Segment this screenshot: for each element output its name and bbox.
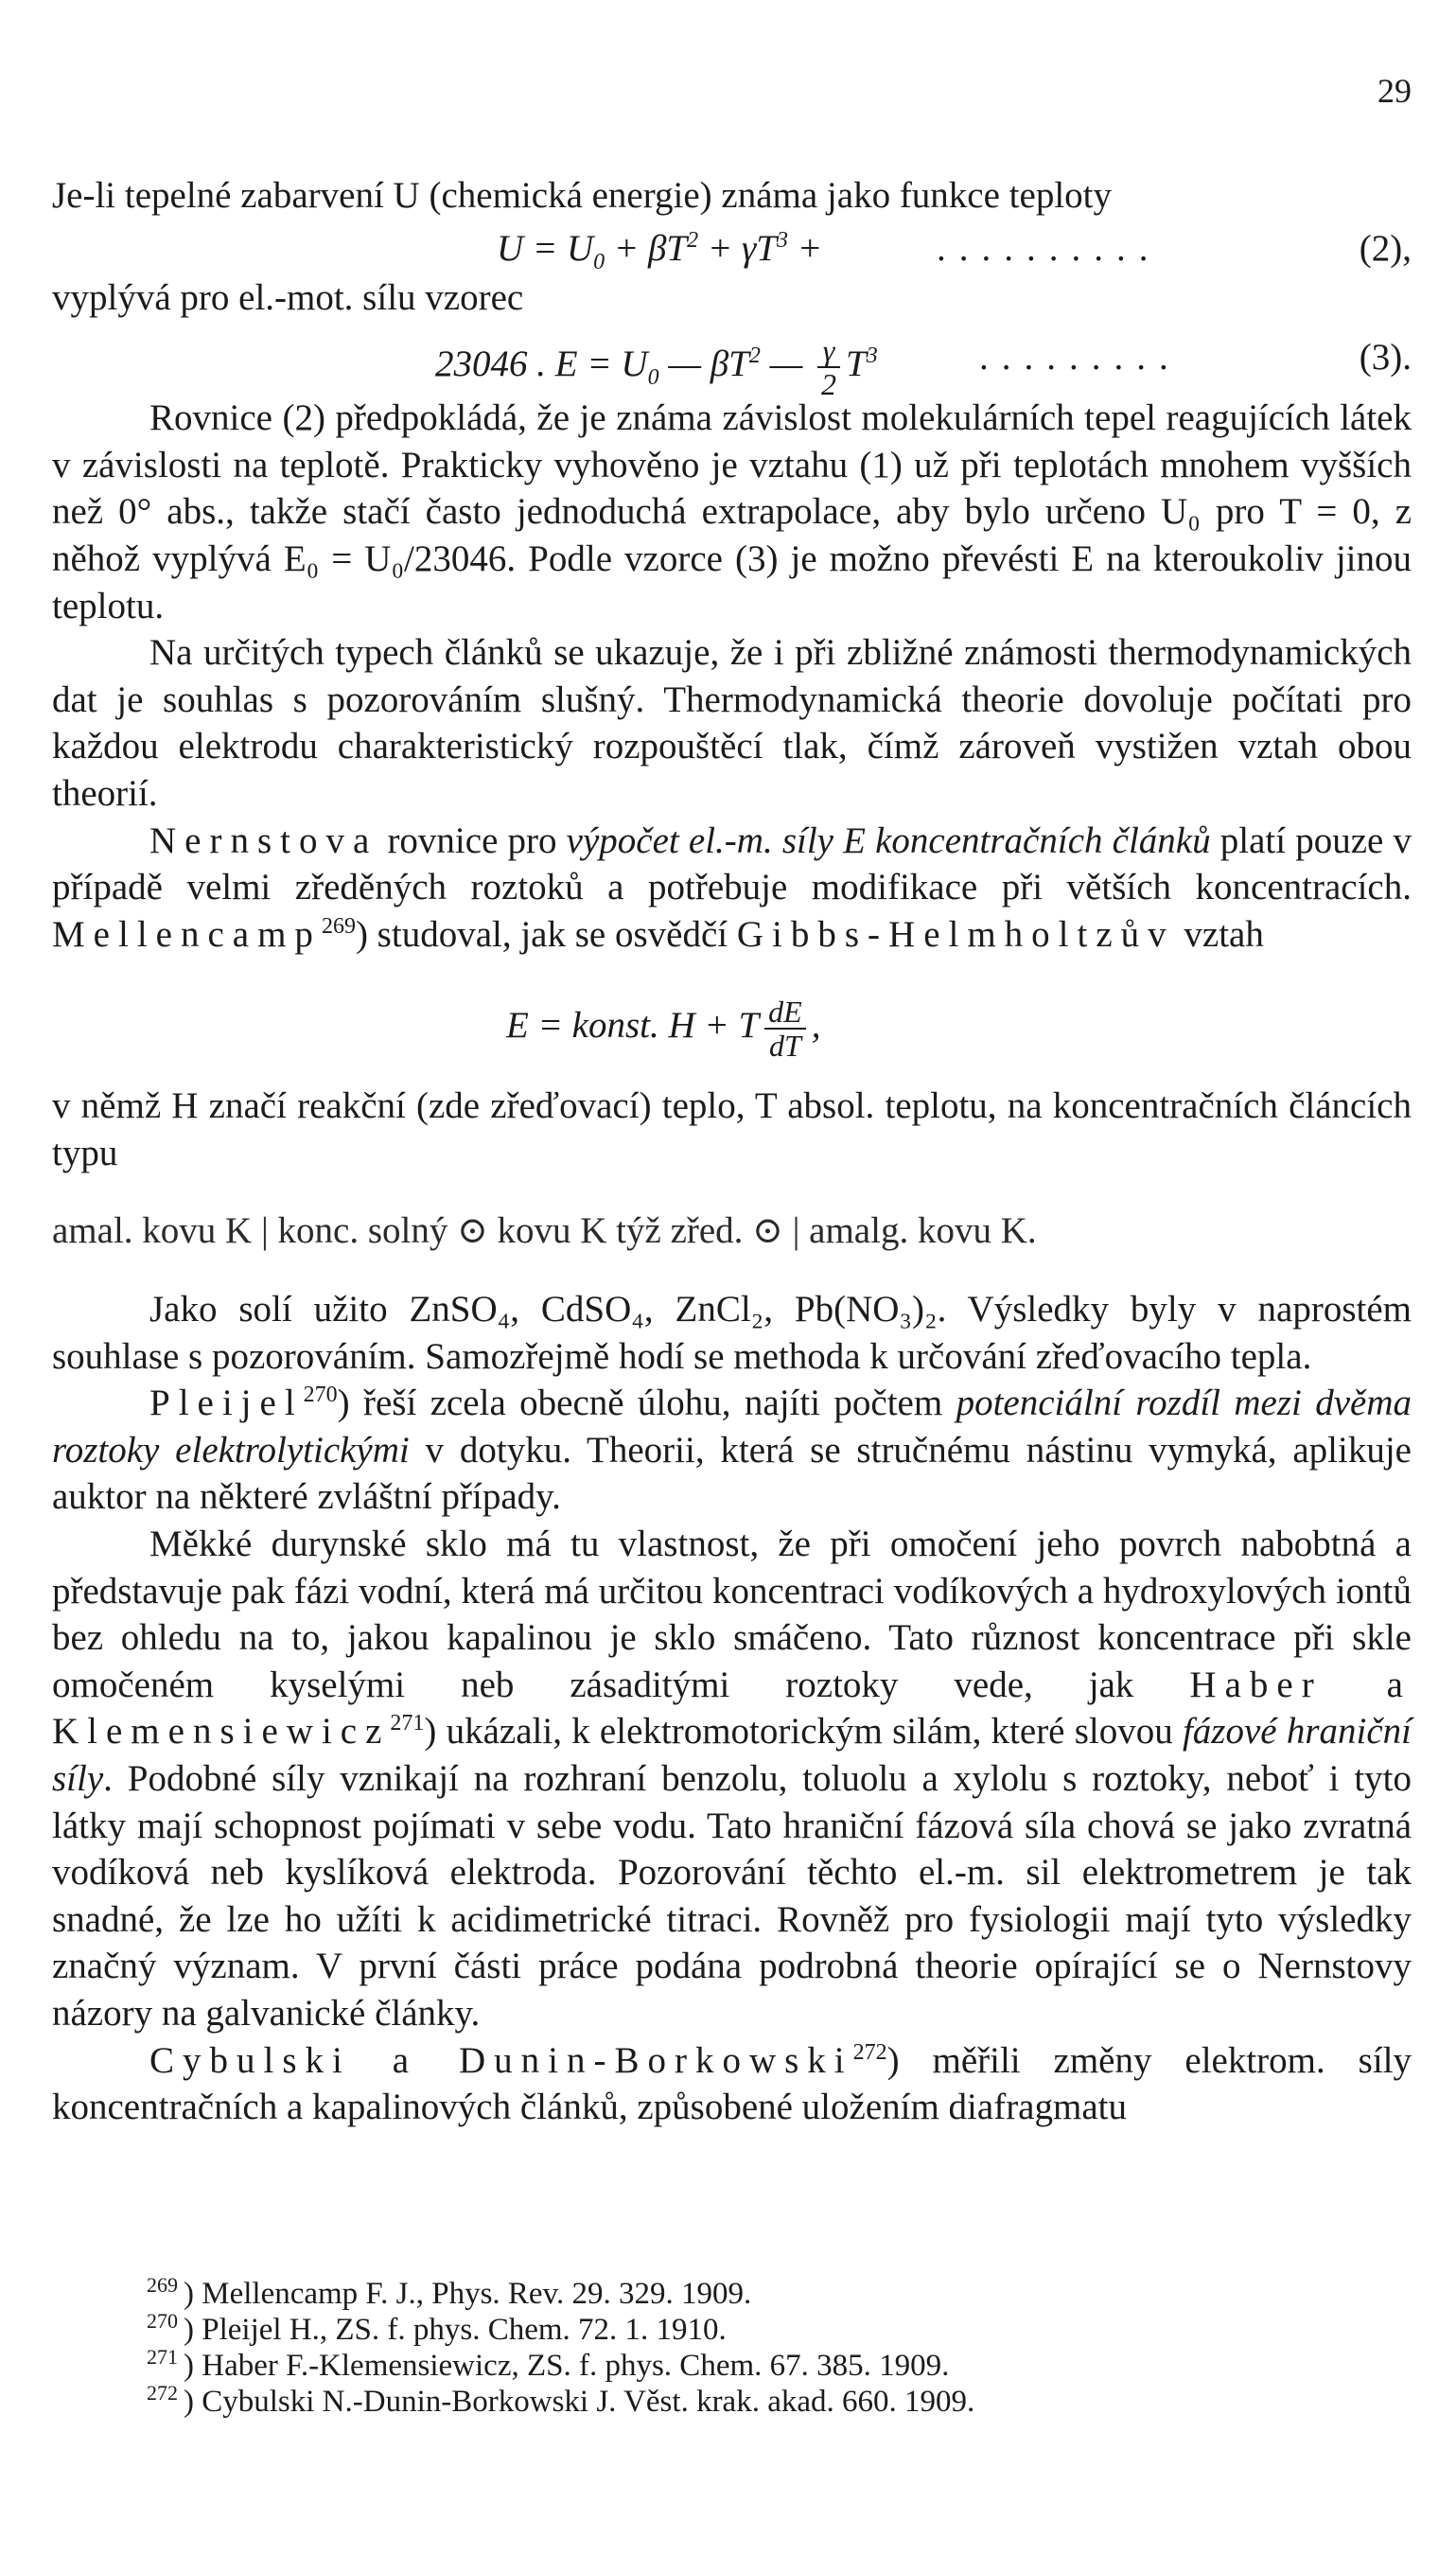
formula-3	[52, 321, 1412, 402]
formula-gh-fraction: $\frac{dE}{dT}$	[764, 996, 806, 1062]
footnote-ref-272: 272	[852, 2039, 887, 2065]
author-gibbs-helmholtz: Gibbs-Helmholtzův	[736, 913, 1175, 955]
emphasis-pleijel: potenciální rozdíl mezi dvěma roztoky elektrolytickými	[52, 1383, 1412, 1471]
formula-3-number: (3).	[1359, 337, 1412, 379]
page-number: 29	[1377, 72, 1412, 110]
paragraph-mekke: Měkké durynské sklo má tu vlastnost, že při omočení jeho povrch nabobtná a představuje pak fázi vodní, která má určitou koncentraci vodíkových a hydroxylových iontů bez ohledu na to, jakou kapalinou je sklo smáčeno. Tato různost koncentrace při skle omočeném kyselými neb zásaditými roztoky vede, jak Haber a Klemensiewicz$^{271}$) ukázali, k elektromotorickým silám, které slovou fázové hraniční síly. Podobné síly vznikají na rozhraní benzolu, toluolu a xylolu s roztoky, neboť i tyto látky mají schopnost pojímati v sebe vodu. Tato hraniční fázová síla chová se jako zvratná vodíková neb kyslíková elektroda. Pozorování těchto el.-m. sil elektrometrem je tak snadné, že lze ho užíti k acidimetrické titraci. Rovněž pro fysiologii mají tyto výsledky značný význam. V první části práce podána podrobná theorie opírající se o Nernstovy názory na galvanické články.	[52, 1524, 1412, 2034]
paragraph-v-nemz: v němž H značí reakční (zde zřeďovací) teplo, T absol. teplotu, na koncentračních článcích typu	[52, 1085, 1412, 1173]
formula-3-fraction: $\frac{\gamma}{2}$	[817, 334, 840, 400]
footnote-269: $^{269}$ ) Mellencamp F. J., Phys. Rev. 29. 329. 1909.	[147, 2273, 752, 2311]
paragraph-pleijel: Pleijel$^{270}$) řeší zcela obecně úlohu, najíti počtem potenciální rozdíl mezi dvěma roztoky elektrolytickými v dotyku. Theorii, která se stručnému nástinu vymyká, aplikuje auktor na některé zvláštní případy.	[52, 1383, 1412, 1518]
footnote-ref-269: 269	[321, 913, 356, 939]
author-mellencamp: Mellencamp	[52, 913, 322, 955]
author-pleijel: Pleijel	[149, 1383, 304, 1424]
formula-3-expression: 23046 . $E = U_0$ — $\beta T^2$ — $\frac{\gamma}{2}$ $T^3$	[435, 333, 878, 402]
formula-gibbs-helmholtz	[52, 977, 1412, 1071]
paragraph-cybulski: Cybulski a Dunin-Borkowski$^{272}$) měřili změny elektrom. síly koncentračních a kapalinových článků, způsobené uložením diafragmatu	[52, 2039, 1412, 2128]
emphasis-nernst: výpočet el.-m. síly E koncentračních článků	[566, 819, 1211, 861]
intro-line: Je-li tepelné zabarvení U (chemická energie) známa jako funkce teploty	[52, 175, 1112, 216]
paragraph-nernst: Nernstova rovnice pro výpočet el.-m. síly E koncentračních článků platí pouze v případě velmi zředěných roztoků a potřebuje modifikace při větších koncentracích. Mellencamp$^{269}$) studoval, jak se osvědčí Gibbs-Helmholtzův vztah	[52, 819, 1412, 955]
formula-3-leader-dots: .........	[979, 337, 1182, 379]
footnote-272: $^{272}$ ) Cybulski N.-Dunin-Borkowski J. Věst. krak. akad. 660. 1909.	[147, 2381, 975, 2419]
paragraph-na-urcitych: Na určitých typech článků se ukazuje, že i při zbližné známosti thermodynamických dat je souhlas s pozorováním slušný. Thermodynamická theorie dovoluje počítati pro každou elektrodu charakteristický rozpouštěcí tlak, čímž zároveň vystižen vztah obou theorií.	[52, 632, 1412, 814]
footnote-270: $^{270}$ ) Pleijel H., ZS. f. phys. Chem. 72. 1. 1910.	[147, 2309, 727, 2347]
formula-2	[52, 220, 1412, 274]
footnote-ref-271: 271	[390, 1711, 425, 1736]
paragraph-rovnice: Rovnice (2) předpokládá, že je známa závislost molekulárních tepel reagujících látek v závislosti na teplotě. Prakticky vyhověno je vztahu (1) už při teplotách mnohem vyšších než 0° abs., takže stačí často jednoduchá extrapolace, aby bylo určeno U₀ pro T = 0, z něhož vyplývá E₀ = U₀/23046. Podle vzorce (3) je možno převésti E na kteroukoliv jinou teplotu.	[52, 397, 1412, 626]
document-page	[52, 0, 1412, 2555]
cell-scheme: amal. kovu K | konc. solný ⊙ kovu K týž zřed. ⊙ | amalg. kovu K.	[52, 1209, 1037, 1251]
footnotes	[147, 2273, 1405, 2420]
footnote-ref-270: 270	[303, 1383, 338, 1408]
author-haber-klemensiewicz: Haber a Klemensiewicz	[52, 1664, 1412, 1753]
author-cybulski: Cybulski a Dunin-Borkowski	[149, 2039, 853, 2081]
author-nernst: Nernstova	[149, 819, 378, 861]
formula-2-leader-dots: ..........	[937, 227, 1162, 269]
paragraph-jako: Jako solí užito ZnSO₄, CdSO₄, ZnCl₂, Pb(NO₃)₂. Výsledky byly v naprostém souhlase s pozorováním. Samozřejmě hodí se methoda k určování zřeďovacího tepla.	[52, 1289, 1412, 1377]
formula-2-expression: $U = U_0 + \beta T^2 + \gamma T^3$ +	[497, 227, 823, 274]
formula-2-number: (2),	[1359, 227, 1412, 269]
emphasis-fazove: fázové hraniční síly	[52, 1711, 1412, 1800]
body-text	[52, 172, 1412, 2131]
footnote-271: $^{271}$ ) Haber F.-Klemensiewicz, ZS. f. phys. Chem. 67. 385. 1909.	[147, 2345, 950, 2383]
vyplyva-line: vyplývá pro el.-mot. sílu vzorec	[52, 276, 524, 318]
formula-gh-expression: E = konst. H + T $\frac{dE}{dT}$ ,	[506, 995, 821, 1064]
